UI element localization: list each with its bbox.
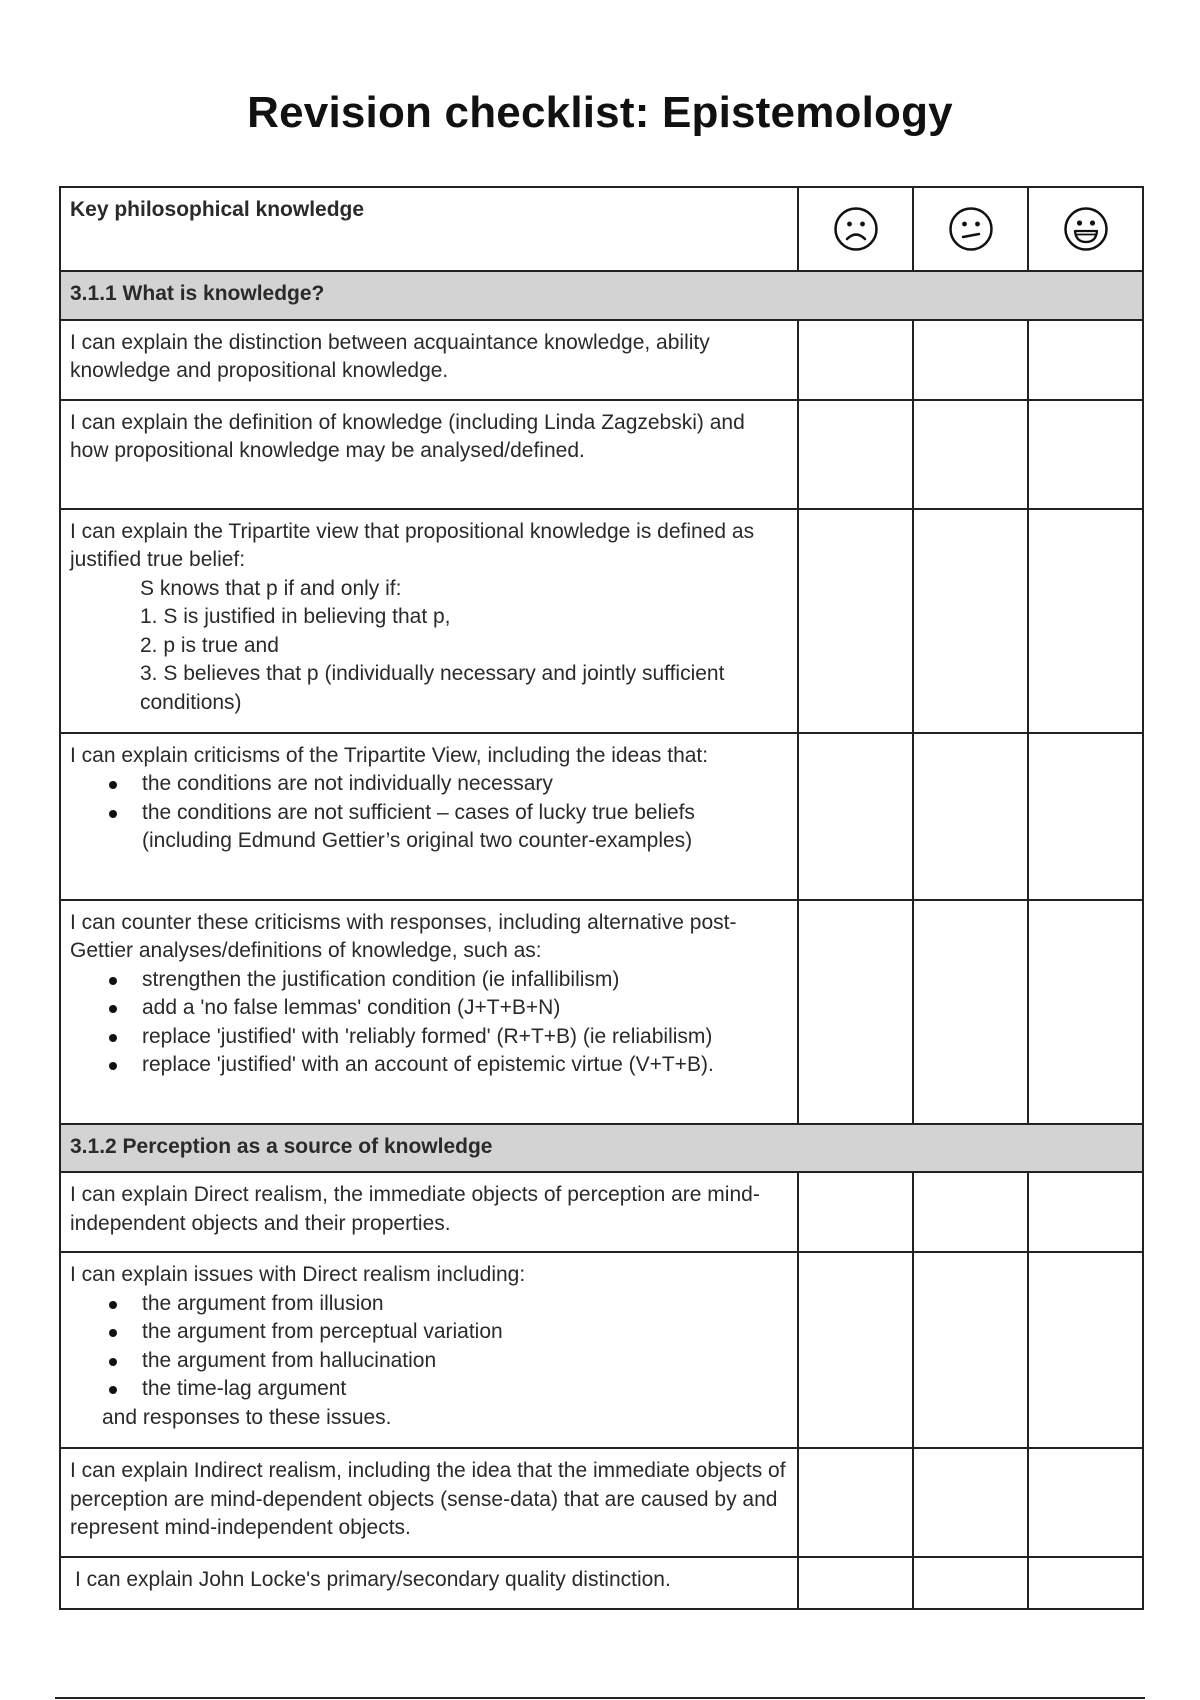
condition-line: 1. S is justified in believing that p, [140,605,451,628]
table-row [60,900,1143,1124]
condition-line: S knows that p if and only if: [140,576,402,600]
happy-checkbox-cell[interactable] [1028,900,1143,1124]
list-item: replace 'justified' with an account of epistemic virtue (V+T+B). [142,1051,789,1080]
table-row [60,320,1143,400]
table-row [60,1557,1143,1609]
revision-checklist-table [59,186,1144,1610]
table-row [60,509,1143,733]
condition-line: 2. p is true and [140,633,279,657]
checklist-item [60,733,798,900]
sad-checkbox-cell[interactable] [798,320,913,400]
happy-checkbox-cell[interactable] [1028,400,1143,509]
list-item: the argument from perceptual variation [142,1318,789,1347]
checklist-item [60,900,798,1124]
unsure-checkbox-cell[interactable] [913,400,1028,509]
sad-checkbox-cell[interactable] [798,1172,913,1252]
happy-checkbox-cell[interactable] [1028,1172,1143,1252]
sad-checkbox-cell[interactable] [798,1448,913,1557]
table-row [60,400,1143,509]
header-row [60,187,1143,271]
list-item: add a 'no false lemmas' condition (J+T+B+N) [142,994,789,1023]
unsure-checkbox-cell[interactable] [913,900,1028,1124]
section-heading-3-1-2: 3.1.2 Perception as a source of knowledge [60,1124,1143,1173]
checklist-item: I can explain John Locke's primary/secondary quality distinction. [60,1557,798,1609]
checklist-item [60,1252,798,1448]
sad-checkbox-cell[interactable] [798,733,913,900]
happy-face-icon [1029,206,1142,252]
unsure-checkbox-cell[interactable] [913,1172,1028,1252]
checklist-item: I can explain the definition of knowledge (including Linda Zagzebski) and how propositional knowledge may be analysed/defined. [60,400,798,509]
header-label: Key philosophical knowledge [60,187,798,271]
unsure-checkbox-cell[interactable] [913,320,1028,400]
unsure-checkbox-cell[interactable] [913,1448,1028,1557]
unsure-checkbox-cell[interactable] [913,733,1028,900]
checklist-item: I can explain the distinction between acquaintance knowledge, ability knowledge and propositional knowledge. [60,320,798,400]
sad-face-column [798,187,913,271]
table-row [60,1252,1143,1448]
sad-checkbox-cell[interactable] [798,400,913,509]
section-row [60,271,1143,320]
checklist-item-intro: I can counter these criticisms with responses, including alternative post-Gettier analyses/definitions of knowledge, such as: [70,910,737,962]
unsure-face-icon [914,206,1027,252]
bullet-list [70,770,789,856]
footer-divider [55,1697,1145,1699]
bullet-list [70,966,789,1080]
sad-face-icon [799,206,912,252]
checklist-item-intro: I can explain issues with Direct realism including: [70,1263,526,1286]
list-item: the conditions are not individually necessary [142,770,789,799]
condition-line: 3. S believes that p (individually necessary and jointly sufficient conditions) [140,662,725,714]
sad-checkbox-cell[interactable] [798,509,913,733]
happy-checkbox-cell[interactable] [1028,1557,1143,1609]
page-title: Revision checklist: Epistemology [247,88,953,137]
happy-checkbox-cell[interactable] [1028,509,1143,733]
sad-checkbox-cell[interactable] [798,1557,913,1609]
happy-checkbox-cell[interactable] [1028,733,1143,900]
checklist-item-intro: I can explain criticisms of the Tripartite View, including the ideas that: [70,743,709,767]
list-item: the argument from illusion [142,1290,789,1319]
table-row [60,1448,1143,1557]
sad-checkbox-cell[interactable] [798,900,913,1124]
unsure-checkbox-cell[interactable] [913,1252,1028,1448]
checklist-item: I can explain Direct realism, the immediate objects of perception are mind-independent objects and their properties. [60,1172,798,1252]
section-heading-3-1-1: 3.1.1 What is knowledge? [60,271,1143,320]
list-item: the conditions are not sufficient – cases of lucky true beliefs (including Edmund Gettier’s original two counter-examples) [142,799,789,856]
unsure-checkbox-cell[interactable] [913,1557,1028,1609]
list-item: the argument from hallucination [142,1347,789,1376]
happy-checkbox-cell[interactable] [1028,320,1143,400]
happy-checkbox-cell[interactable] [1028,1252,1143,1448]
list-item: replace 'justified' with 'reliably formed' (R+T+B) (ie reliabilism) [142,1023,789,1052]
unsure-checkbox-cell[interactable] [913,509,1028,733]
unsure-face-column [913,187,1028,271]
section-row [60,1124,1143,1173]
checklist-item [60,509,798,733]
checklist-item-intro: I can explain the Tripartite view that propositional knowledge is defined as justified true belief: [70,519,755,571]
list-item: the time-lag argument [142,1375,789,1404]
table-row [60,733,1143,900]
bullet-list [70,1290,789,1404]
sad-checkbox-cell[interactable] [798,1252,913,1448]
checklist-item: I can explain Indirect realism, including the idea that the immediate objects of perception are mind-dependent objects (sense-data) that are caused by and represent mind-independent objects. [60,1448,798,1557]
happy-face-column [1028,187,1143,271]
list-item: strengthen the justification condition (ie infallibilism) [142,966,789,995]
table-row [60,1172,1143,1252]
checklist-item-outro: and responses to these issues. [102,1405,392,1429]
happy-checkbox-cell[interactable] [1028,1448,1143,1557]
